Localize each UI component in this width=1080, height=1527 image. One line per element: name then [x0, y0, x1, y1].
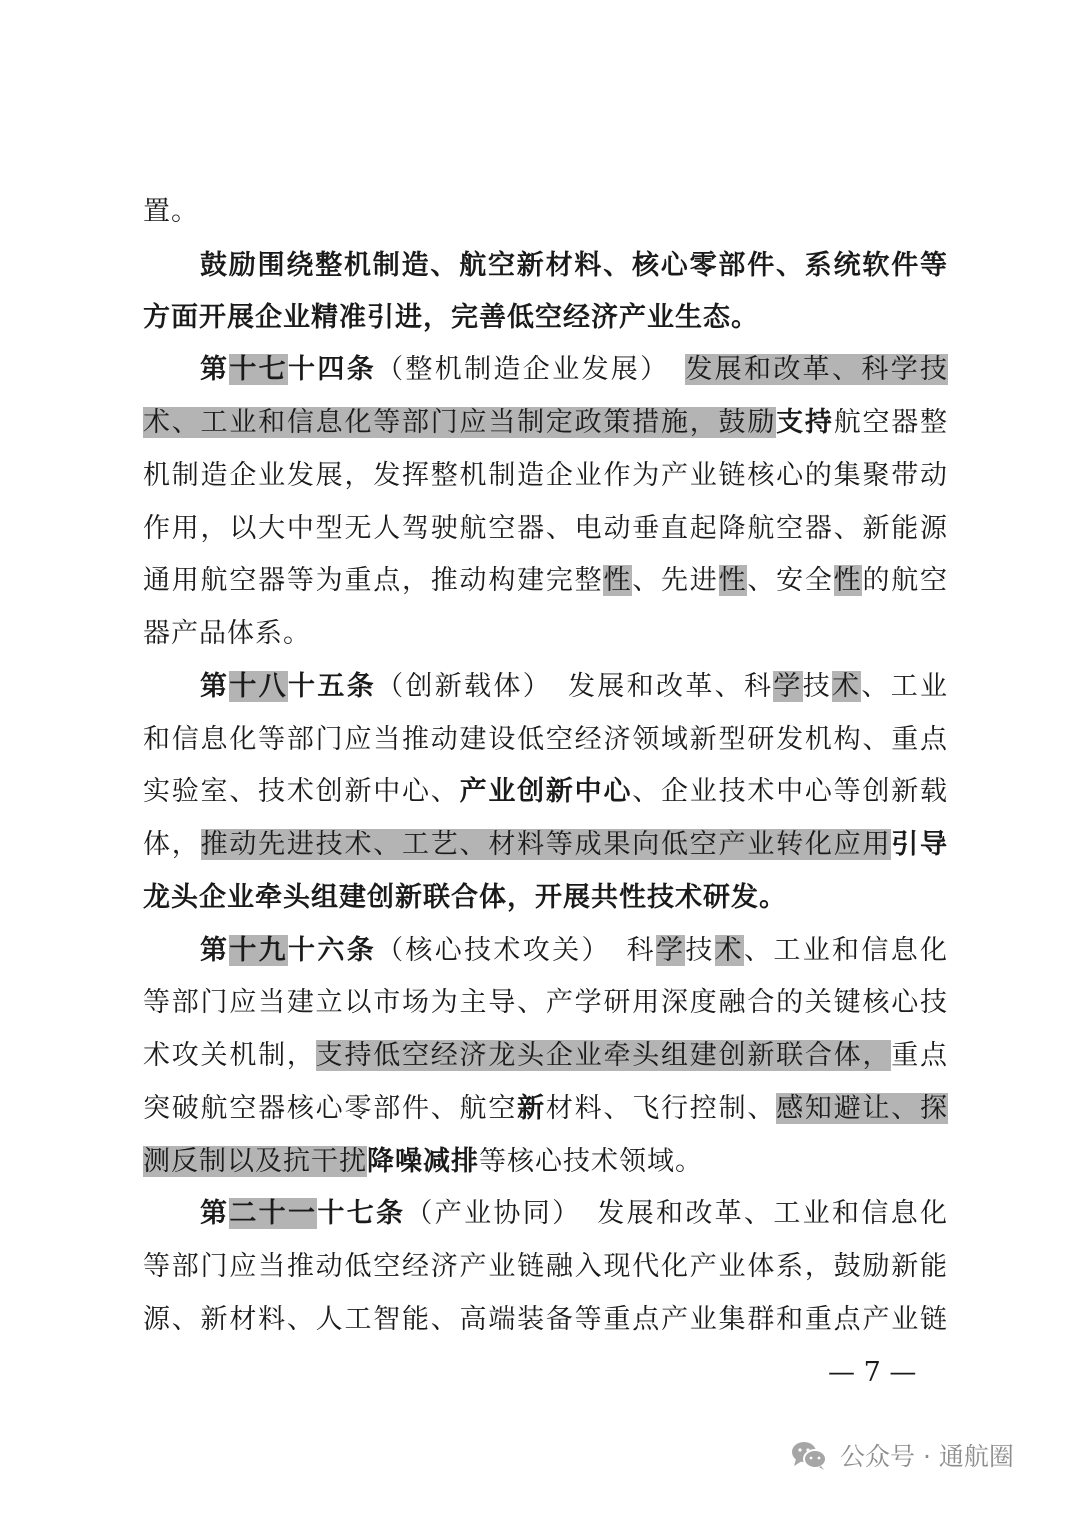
text-segment: （产业协同）	[405, 1198, 568, 1229]
text-line	[143, 186, 948, 238]
text-segment: 技	[685, 935, 715, 966]
bold-text: 鼓励围绕整机制造、航空新材料、核心零部件、系统软件等	[200, 250, 948, 281]
bold-text: 产业创新中心	[459, 776, 633, 807]
text-line	[143, 1294, 948, 1346]
highlighted-text: 性	[718, 565, 748, 596]
highlighted-text: 十九	[229, 935, 289, 966]
text-segment	[539, 671, 568, 702]
wechat-icon	[790, 1439, 828, 1471]
text-line	[143, 397, 948, 449]
article-heading-line	[200, 344, 948, 396]
text-segment: （创新载体）	[376, 671, 539, 702]
text-line	[143, 766, 948, 818]
bold-text: 新	[517, 1093, 546, 1124]
text-segment: 实验室、技术创新中心、	[143, 776, 460, 807]
bold-text: 十五条	[288, 671, 377, 702]
text-line	[143, 714, 948, 766]
bold-text: 十七条	[317, 1198, 406, 1229]
bold-text: 第	[200, 1198, 230, 1229]
text-segment: 突破航空器核心零部件、航空	[143, 1093, 518, 1124]
text-line	[143, 450, 948, 502]
text-segment: （整机制造企业发展）	[376, 354, 656, 385]
text-segment: 等核心技术领域。	[479, 1146, 703, 1177]
text-segment: 、工业	[861, 671, 949, 702]
highlighted-text: 性	[603, 565, 633, 596]
text-line	[143, 1136, 948, 1188]
highlighted-text: 支持低空经济龙头企业牵头组建创新联合体，	[315, 1040, 892, 1071]
text-line	[143, 292, 948, 344]
highlighted-text: 十七	[229, 354, 289, 385]
text-segment: 器产品体系。	[143, 618, 311, 649]
text-line	[143, 503, 948, 555]
text-segment: 通用航空器等为重点，推动构建完整	[143, 565, 604, 596]
highlighted-text: 性	[833, 565, 863, 596]
text-segment: 置。	[143, 196, 199, 227]
highlighted-text: 术	[832, 671, 862, 702]
bold-text: 引导	[891, 829, 949, 860]
bold-text: 十六条	[288, 935, 377, 966]
text-segment	[568, 1198, 597, 1229]
bold-text: 降噪减排	[367, 1146, 479, 1177]
text-segment: 发展和改革、科	[567, 671, 774, 702]
text-segment: （核心技术攻关）	[376, 935, 598, 966]
bold-text: 第	[200, 354, 230, 385]
text-line	[143, 819, 948, 871]
text-segment: 术攻关机制，	[143, 1040, 316, 1071]
text-segment: 、安全	[747, 565, 834, 596]
highlighted-text: 发展和改革、科学技	[685, 354, 949, 385]
bold-text: 第	[200, 671, 230, 702]
text-segment: 航空器整	[833, 407, 949, 438]
text-segment: 、工业和信息化	[744, 935, 949, 966]
highlighted-text: 学	[773, 671, 803, 702]
text-segment: 体，	[143, 829, 201, 860]
bold-text: 龙头企业牵头组建创新联合体，开展共性技术研发。	[143, 882, 787, 913]
article-heading-line	[200, 925, 948, 977]
text-segment: 和信息化等部门应当推动建设低空经济领域新型研发机构、重点	[143, 724, 948, 755]
text-segment: 机制造企业发展，发挥整机制造企业作为产业链核心的集聚带动	[143, 460, 948, 491]
text-segment: 技	[802, 671, 833, 702]
text-segment: 等部门应当推动低空经济产业链融入现代化产业体系，鼓励新能	[143, 1251, 948, 1282]
bold-text: 支持	[776, 407, 834, 438]
text-segment: 等部门应当建立以市场为主导、产学研用深度融合的关键核心技	[143, 987, 948, 1018]
text-segment: 、先进	[632, 565, 719, 596]
bold-text: 十四条	[288, 354, 377, 385]
watermark	[790, 1431, 1014, 1479]
article-heading-line	[200, 1188, 948, 1240]
text-line	[143, 1030, 948, 1082]
text-line	[200, 240, 948, 292]
highlighted-text: 推动先进技术、工艺、材料等成果向低空产业转化应用	[200, 829, 892, 860]
article-heading-line	[200, 661, 948, 713]
text-segment	[597, 935, 626, 966]
highlighted-text: 十八	[229, 671, 289, 702]
text-segment: 作用，以大中型无人驾驶航空器、电动垂直起降航空器、新能源	[143, 513, 948, 544]
text-segment: 发展和改革、工业和信息化	[597, 1198, 949, 1229]
text-line	[143, 555, 948, 607]
text-line	[143, 872, 948, 924]
text-line	[143, 1241, 948, 1293]
text-segment	[656, 354, 685, 385]
text-segment: 的航空	[862, 565, 949, 596]
text-line	[143, 608, 948, 660]
text-segment: 、企业技术中心等创新载	[632, 776, 949, 807]
highlighted-text: 术	[714, 935, 745, 966]
text-line	[143, 1083, 948, 1135]
text-segment: 科	[626, 935, 656, 966]
watermark-text: 公众号 · 通航圈	[840, 1442, 1014, 1471]
bold-text: 第	[200, 935, 230, 966]
text-segment: 重点	[891, 1040, 949, 1071]
page-number: — 7 —	[828, 1357, 917, 1388]
text-line	[143, 977, 948, 1029]
text-segment: 材料、飞行控制、	[545, 1093, 777, 1124]
highlighted-text: 学	[655, 935, 686, 966]
highlighted-text: 术、工业和信息化等部门应当制定政策措施，鼓励	[143, 407, 777, 438]
highlighted-text: 测反制以及抗干扰	[143, 1146, 367, 1177]
highlighted-text: 感知避让、探	[776, 1093, 949, 1124]
highlighted-text: 二十一	[229, 1198, 318, 1229]
bold-text: 方面开展企业精准引进，完善低空经济产业生态。	[143, 302, 759, 333]
text-segment: 源、新材料、人工智能、高端装备等重点产业集群和重点产业链	[143, 1304, 948, 1335]
